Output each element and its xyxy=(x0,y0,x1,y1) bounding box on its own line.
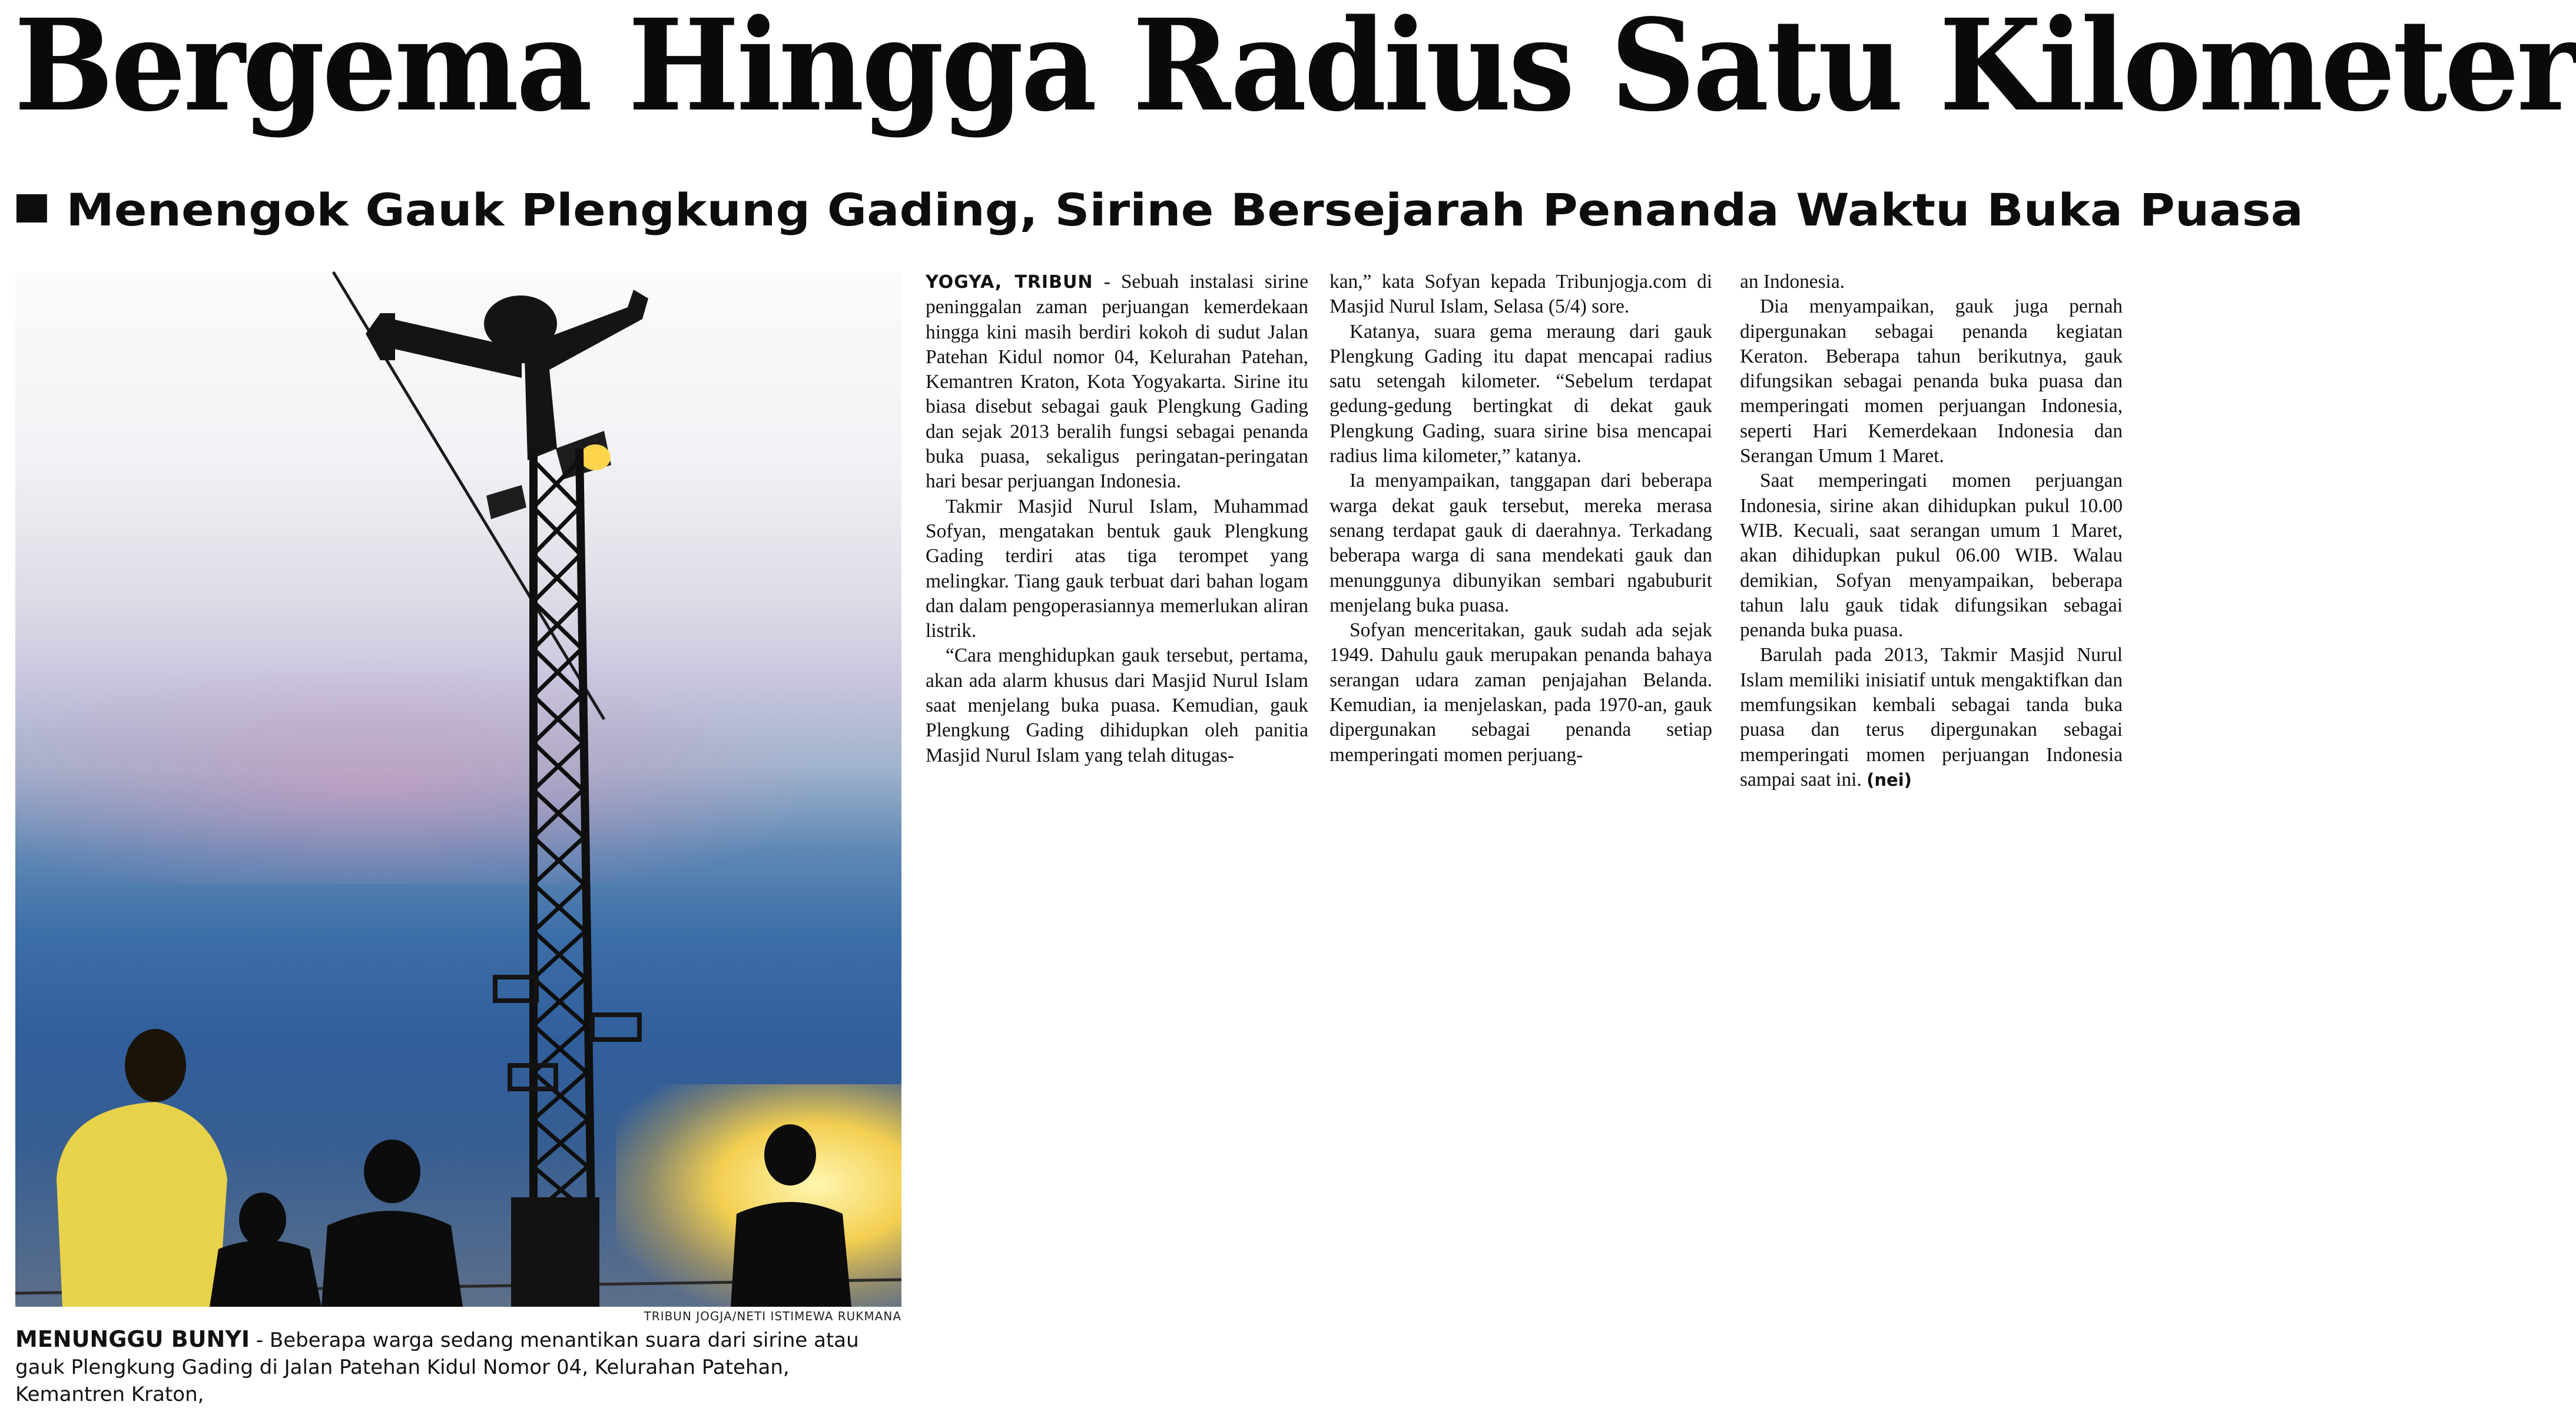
article-paragraph: Sofyan menceritakan, gauk sudah ada sejak 1949. Dahulu gauk merupakan penanda bahaya serangan udara zaman penjajahan Belanda. Kemudian, ia menjelaskan, pada 1970-an, gauk dipergunakan sebagai penanda setiap memperingati momen perjuang- xyxy=(1330,619,1712,766)
article-paragraph: Ia menyampaikan, tanggapan dari beberapa warga dekat gauk tersebut, mereka merasa senang terdapat gauk di daerahnya. Terkadang beberapa warga di sana mendekati gauk dan menunggunya dibunyikan sembari ngabuburit menjelang buka puasa. xyxy=(1330,470,1712,616)
article-paragraph: Saat memperingati momen perjuangan Indonesia, sirine akan dihidupkan pukul 10.00 WIB. Kecuali, saat serangan umum 1 Maret, akan dihidupkan pukul 06.00 WIB. Walau demikian, Sofyan menyampaikan, beberapa tahun lalu gauk tidak difungsikan sebagai penanda buka puasa. xyxy=(1740,470,2123,642)
siren-tower-illustration xyxy=(15,272,901,1307)
article-paragraph: Takmir Masjid Nurul Islam, Muhammad Sofyan, mengatakan bentuk gauk Plengkung Gading terdiri atas tiga terompet yang melingkar. Tiang gauk terbuat dari bahan logam dan dalam pengoperasiannya memerlukan aliran listrik. xyxy=(926,495,1308,642)
subheadline xyxy=(16,172,2306,248)
article-column-3 xyxy=(1740,270,2123,792)
article-paragraph: Dia menyampaikan, gauk juga pernah dipergunakan sebagai penanda kegiatan Keraton. Beberapa tahun berikutnya, gauk difungsikan sebagai penanda buka puasa dan memperingati momen perjuangan Indonesia, seperti Hari Kemerdekaan Indonesia dan Serangan Umum 1 Maret. xyxy=(1740,295,2123,467)
lattice-mast xyxy=(533,449,592,1284)
control-box xyxy=(511,1197,599,1307)
dateline: YOGYA, TRIBUN xyxy=(926,272,1093,293)
paragraph-text: Barulah pada 2013, Takmir Masjid Nurul Islam memiliki inisiatif untuk mengaktifkan dan memfungsikan kembali sebagai tanda buka puasa dan terus dipergunakan sebagai memperingati momen perjuangan Indonesia sampai saat ini. xyxy=(1740,644,2123,791)
article-paragraph xyxy=(926,270,1308,494)
subheadline-text: Menengok Gauk Plengkung Gading, Sirine Bersejarah Penanda Waktu Buka Puasa xyxy=(66,184,2303,236)
siren-horns-icon xyxy=(366,290,648,460)
caption-text: - Beberapa warga sedang menantikan suara dari sirine atau gauk Plengkung Gading di Jalan Patehan Kidul Nomor 04, Kelurahan Patehan, Kemantren Kraton, xyxy=(15,1329,859,1406)
people-silhouettes xyxy=(57,1029,851,1307)
author-initials: (nei) xyxy=(1866,769,1912,790)
article-paragraph xyxy=(1740,643,2123,792)
photo-caption xyxy=(15,1326,901,1408)
photo-credit: TRIBUN JOGJA/NETI ISTIMEWA RUKMANA xyxy=(644,1309,901,1323)
article-photo xyxy=(15,272,901,1307)
caption-title: MENUNGGU BUNYI xyxy=(15,1326,250,1352)
article-paragraph: Katanya, suara gema meraung dari gauk Plengkung Gading itu dapat mencapai radius satu setengah kilometer. “Sebelum terdapat gedung-gedung bertingkat di dekat gauk Plengkung Gading, suara sirine bisa mencapai radius lima kilometer,” katanya. xyxy=(1330,320,1712,467)
article-paragraph: an Indonesia. xyxy=(1740,271,1845,293)
article-paragraph: kan,” kata Sofyan kepada Tribunjogja.com di Masjid Nurul Islam, Selasa (5/4) sore. xyxy=(1330,271,1712,318)
article-column-1 xyxy=(926,270,1308,768)
square-bullet-icon xyxy=(16,194,47,223)
headline: Bergema Hingga Radius Satu Kilometer xyxy=(14,0,2576,140)
paragraph-text: - Sebuah instalasi sirine peninggalan zaman perjuangan kemerdekaan hingga kini masih berdiri kokoh di sudut Jalan Patehan Kidul nomor 04, Kelurahan Patehan, Kemantren Kraton, Kota Yogyakarta. Sirine itu biasa disebut sebagai gauk Plengkung Gading dan sejak 2013 beralih fungsi sebagai penanda buka puasa, sekaligus peringatan-peringatan hari besar perjuangan Indonesia. xyxy=(926,271,1308,493)
article-paragraph: “Cara menghidupkan gauk tersebut, pertama, akan ada alarm khusus dari Masjid Nurul Islam saat menjelang buka puasa. Kemudian, gauk Plengkung Gading dihidupkan oleh panitia Masjid Nurul Islam yang telah ditugas- xyxy=(926,645,1308,766)
article-column-2 xyxy=(1330,270,1712,768)
